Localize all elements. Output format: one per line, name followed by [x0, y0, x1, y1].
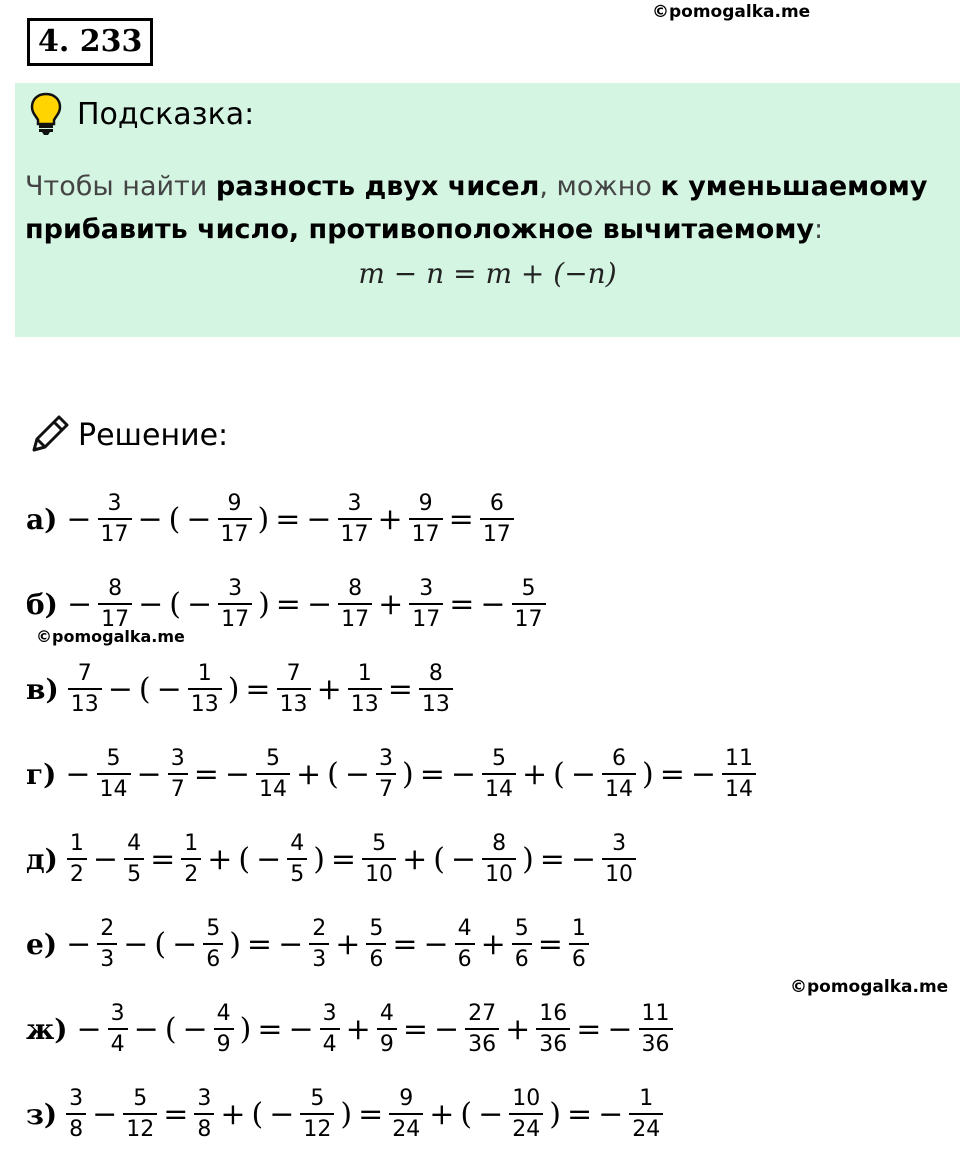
denominator: 8	[66, 1113, 86, 1141]
fraction	[602, 745, 636, 802]
operator: =	[539, 841, 565, 877]
numerator: 2	[312, 915, 327, 941]
operator: −	[570, 756, 596, 792]
operator: (	[169, 586, 181, 622]
operator: −	[156, 671, 182, 707]
fraction	[509, 1085, 543, 1142]
numerator: 5	[106, 745, 121, 771]
denominator: 5	[124, 858, 144, 886]
operator: −	[480, 586, 506, 622]
denominator: 17	[338, 518, 372, 546]
hint-text-part1: Чтобы найти	[25, 171, 216, 202]
row-label: в)	[26, 672, 59, 706]
operator: −	[224, 756, 250, 792]
numerator: 4	[379, 1000, 394, 1026]
fraction	[366, 915, 386, 972]
numerator: 3	[612, 830, 627, 856]
pencil-icon	[28, 412, 72, 460]
denominator: 4	[108, 1028, 128, 1056]
denominator: 9	[214, 1028, 234, 1056]
operator: +	[505, 1011, 531, 1047]
hint-text	[25, 165, 955, 251]
denominator: 14	[722, 773, 756, 801]
hint-text-bold2: к уменьшаемому прибавить число, противоположное вычитаемому	[25, 171, 928, 245]
operator: =	[566, 1096, 593, 1132]
denominator: 13	[68, 688, 102, 716]
numerator: 6	[611, 745, 626, 771]
operator: =	[576, 1011, 602, 1047]
fraction	[722, 745, 756, 802]
fraction	[97, 915, 117, 972]
operator: =	[330, 841, 357, 877]
operator: −	[598, 1096, 624, 1132]
numerator: 3	[228, 575, 243, 601]
denominator: 6	[366, 943, 386, 971]
denominator: 4	[320, 1028, 340, 1056]
operator: −	[133, 1011, 159, 1047]
lightbulb-icon	[29, 91, 63, 139]
solution-row	[26, 739, 759, 809]
hint-text-bold1: разность двух чисел	[215, 171, 540, 202]
operator: =	[163, 1096, 189, 1132]
numerator: 3	[419, 575, 434, 601]
fraction	[214, 1000, 234, 1057]
denominator: 3	[97, 943, 117, 971]
fraction	[66, 1085, 86, 1142]
numerator: 5	[514, 915, 529, 941]
solution-row	[26, 909, 592, 979]
operator: +	[345, 1011, 371, 1047]
numerator: 3	[170, 745, 185, 771]
operator: )	[313, 841, 325, 877]
numerator: 8	[428, 660, 443, 686]
denominator: 9	[377, 1028, 397, 1056]
hint-formula: m − n = m + (−n)	[358, 257, 617, 290]
fraction	[181, 830, 201, 887]
numerator: 3	[322, 1000, 337, 1026]
fraction	[67, 830, 87, 887]
operator: −	[137, 501, 163, 537]
fraction	[569, 915, 589, 972]
operator: =	[275, 586, 301, 622]
operator: )	[229, 926, 241, 962]
denominator: 3	[309, 943, 329, 971]
fraction	[300, 1085, 334, 1142]
numerator: 3	[347, 490, 362, 516]
numerator: 10	[512, 1085, 541, 1111]
operator: =	[358, 1096, 384, 1132]
fraction	[409, 575, 443, 632]
denominator: 10	[482, 858, 516, 886]
operator: −	[278, 926, 304, 962]
operator: −	[107, 671, 133, 707]
operator: −	[65, 756, 91, 792]
fraction	[277, 660, 311, 717]
denominator: 17	[512, 603, 546, 631]
operator: =	[245, 671, 271, 707]
operator: (	[327, 756, 339, 792]
denominator: 17	[480, 518, 514, 546]
fraction	[376, 745, 396, 802]
row-label: е)	[26, 927, 58, 961]
hint-box	[15, 83, 960, 337]
row-label: д)	[26, 842, 58, 876]
fraction	[203, 915, 223, 972]
operator: +	[480, 926, 506, 962]
numerator: 8	[348, 575, 363, 601]
numerator: 3	[378, 745, 393, 771]
fraction	[309, 915, 329, 972]
operator: +	[316, 671, 342, 707]
operator: −	[690, 756, 716, 792]
numerator: 3	[110, 1000, 125, 1026]
operator: )	[401, 756, 414, 792]
denominator: 12	[300, 1113, 334, 1141]
denominator: 13	[348, 688, 382, 716]
denominator: 36	[465, 1028, 499, 1056]
operator: (	[433, 841, 445, 877]
operator: (	[553, 756, 565, 792]
numerator: 4	[290, 830, 305, 856]
operator: +	[377, 501, 403, 537]
operator: −	[66, 926, 92, 962]
fraction	[480, 490, 514, 547]
operator: −	[478, 1096, 504, 1132]
operator: −	[182, 1011, 208, 1047]
denominator: 17	[409, 603, 443, 631]
watermark-middle: ©pomogalka.me	[36, 627, 185, 646]
denominator: 2	[67, 858, 87, 886]
fraction	[338, 490, 372, 547]
operator: )	[641, 756, 654, 792]
fraction	[218, 490, 252, 547]
operator: −	[66, 501, 92, 537]
denominator: 10	[362, 858, 396, 886]
task-number: 4. 233	[27, 18, 153, 66]
denominator: 6	[455, 943, 475, 971]
operator: −	[306, 501, 332, 537]
denominator: 5	[287, 858, 307, 886]
row-label: а)	[26, 502, 58, 536]
denominator: 14	[256, 773, 290, 801]
fraction	[602, 830, 636, 887]
operator: )	[257, 501, 270, 537]
operator: −	[450, 756, 476, 792]
operator: +	[378, 586, 404, 622]
numerator: 4	[127, 830, 142, 856]
numerator: 1	[197, 660, 212, 686]
operator: )	[522, 841, 534, 877]
numerator: 16	[539, 1000, 568, 1026]
numerator: 1	[184, 830, 199, 856]
denominator: 17	[338, 603, 372, 631]
numerator: 1	[357, 660, 372, 686]
numerator: 3	[107, 490, 122, 516]
operator: −	[138, 586, 164, 622]
solution-title: Решение:	[78, 418, 229, 453]
fraction	[68, 660, 102, 717]
operator: −	[92, 841, 119, 877]
fraction	[389, 1085, 423, 1142]
denominator: 36	[536, 1028, 570, 1056]
numerator: 7	[77, 660, 92, 686]
denominator: 8	[194, 1113, 214, 1141]
operator: =	[193, 756, 219, 792]
numerator: 9	[399, 1085, 414, 1111]
fraction	[98, 490, 132, 547]
denominator: 36	[639, 1028, 673, 1056]
denominator: 24	[629, 1113, 663, 1141]
fraction	[536, 1000, 570, 1057]
operator: +	[521, 756, 548, 792]
hint-text-part2: , можно	[539, 171, 661, 202]
fraction	[482, 745, 516, 802]
operator: −	[76, 1011, 102, 1047]
fraction	[465, 1000, 499, 1057]
fraction	[377, 1000, 397, 1057]
numerator: 5	[206, 915, 221, 941]
denominator: 6	[203, 943, 223, 971]
operator: (	[138, 671, 151, 707]
operator: =	[246, 926, 273, 962]
operator: −	[172, 926, 198, 962]
operator: )	[227, 671, 240, 707]
denominator: 17	[98, 603, 132, 631]
numerator: 5	[310, 1085, 325, 1111]
fraction	[188, 660, 222, 717]
solution-row	[26, 484, 517, 554]
row-label: з)	[26, 1097, 58, 1131]
fraction	[168, 745, 188, 802]
numerator: 7	[286, 660, 301, 686]
numerator: 1	[571, 915, 586, 941]
denominator: 17	[218, 518, 252, 546]
operator: (	[164, 1011, 177, 1047]
operator: −	[66, 586, 93, 622]
fraction	[124, 830, 144, 887]
fraction	[455, 915, 475, 972]
fraction	[362, 830, 396, 887]
denominator: 13	[188, 688, 222, 716]
operator: =	[448, 501, 474, 537]
denominator: 13	[277, 688, 311, 716]
denominator: 2	[181, 858, 201, 886]
operator: −	[186, 501, 212, 537]
operator: −	[607, 1011, 633, 1047]
denominator: 10	[602, 858, 636, 886]
operator: )	[258, 586, 270, 622]
operator: =	[449, 586, 475, 622]
fraction	[512, 915, 532, 972]
numerator: 4	[457, 915, 472, 941]
operator: =	[387, 671, 413, 707]
operator: =	[257, 1011, 283, 1047]
operator: (	[168, 501, 181, 537]
fraction	[348, 660, 382, 717]
row-label: б)	[26, 587, 58, 621]
operator: +	[207, 841, 233, 877]
operator: )	[549, 1096, 561, 1132]
numerator: 5	[372, 830, 387, 856]
denominator: 24	[509, 1113, 543, 1141]
operator: −	[423, 926, 449, 962]
numerator: 9	[227, 490, 242, 516]
numerator: 11	[641, 1000, 670, 1026]
fraction	[629, 1085, 663, 1142]
operator: +	[335, 926, 361, 962]
numerator: 3	[69, 1085, 84, 1111]
numerator: 4	[216, 1000, 231, 1026]
numerator: 6	[489, 490, 504, 516]
operator: =	[392, 926, 418, 962]
operator: −	[288, 1011, 314, 1047]
numerator: 5	[491, 745, 506, 771]
operator: −	[450, 841, 477, 877]
numerator: 8	[108, 575, 123, 601]
operator: −	[256, 841, 282, 877]
denominator: 24	[389, 1113, 423, 1141]
watermark-top: ©pomogalka.me	[652, 2, 811, 22]
operator: +	[220, 1096, 246, 1132]
numerator: 5	[369, 915, 384, 941]
operator: −	[344, 756, 370, 792]
fraction	[320, 1000, 340, 1057]
numerator: 5	[265, 745, 280, 771]
denominator: 17	[218, 603, 252, 631]
denominator: 7	[376, 773, 396, 801]
operator: −	[136, 756, 162, 792]
denominator: 17	[409, 518, 443, 546]
operator: −	[92, 1096, 118, 1132]
denominator: 6	[512, 943, 532, 971]
operator: −	[433, 1011, 460, 1047]
denominator: 14	[97, 773, 131, 801]
solution-row	[26, 654, 456, 724]
row-label: г)	[26, 757, 57, 791]
hint-title: Подсказка:	[77, 97, 255, 132]
watermark-right: ©pomogalka.me	[790, 977, 949, 997]
fraction	[194, 1085, 214, 1142]
denominator: 6	[569, 943, 589, 971]
fraction	[482, 830, 516, 887]
denominator: 7	[168, 773, 188, 801]
operator: =	[402, 1011, 428, 1047]
fraction	[123, 1085, 157, 1142]
numerator: 27	[468, 1000, 497, 1026]
fraction	[287, 830, 307, 887]
operator: =	[275, 501, 301, 537]
numerator: 9	[418, 490, 433, 516]
solution-row	[26, 1079, 666, 1149]
operator: −	[269, 1096, 295, 1132]
fraction	[98, 575, 132, 632]
operator: =	[419, 756, 445, 792]
operator: (	[238, 841, 251, 877]
operator: −	[306, 586, 333, 622]
numerator: 5	[133, 1085, 148, 1111]
numerator: 2	[100, 915, 115, 941]
numerator: 3	[197, 1085, 212, 1111]
numerator: 1	[69, 830, 84, 856]
operator: )	[340, 1096, 353, 1132]
operator: )	[239, 1011, 252, 1047]
operator: +	[295, 756, 322, 792]
fraction	[97, 745, 131, 802]
numerator: 1	[639, 1085, 654, 1111]
fraction	[512, 575, 546, 632]
fraction	[409, 490, 443, 547]
row-label: ж)	[26, 1012, 68, 1046]
operator: (	[154, 926, 167, 962]
operator: =	[537, 926, 563, 962]
fraction	[338, 575, 372, 632]
denominator: 14	[602, 773, 636, 801]
denominator: 17	[98, 518, 132, 546]
operator: −	[123, 926, 149, 962]
solution-row	[26, 824, 639, 894]
fraction	[639, 1000, 673, 1057]
operator: =	[659, 756, 685, 792]
denominator: 12	[123, 1113, 157, 1141]
operator: −	[570, 841, 597, 877]
numerator: 8	[492, 830, 507, 856]
operator: =	[150, 841, 176, 877]
solution-row	[26, 994, 676, 1064]
hint-text-part3: :	[814, 214, 824, 245]
operator: (	[251, 1096, 264, 1132]
fraction	[108, 1000, 128, 1057]
denominator: 13	[419, 688, 453, 716]
fraction	[419, 660, 453, 717]
operator: (	[460, 1096, 473, 1132]
operator: +	[402, 841, 428, 877]
numerator: 5	[521, 575, 536, 601]
numerator: 11	[724, 745, 753, 771]
denominator: 14	[482, 773, 516, 801]
operator: +	[429, 1096, 455, 1132]
fraction	[218, 575, 252, 632]
fraction	[256, 745, 290, 802]
operator: −	[186, 586, 213, 622]
